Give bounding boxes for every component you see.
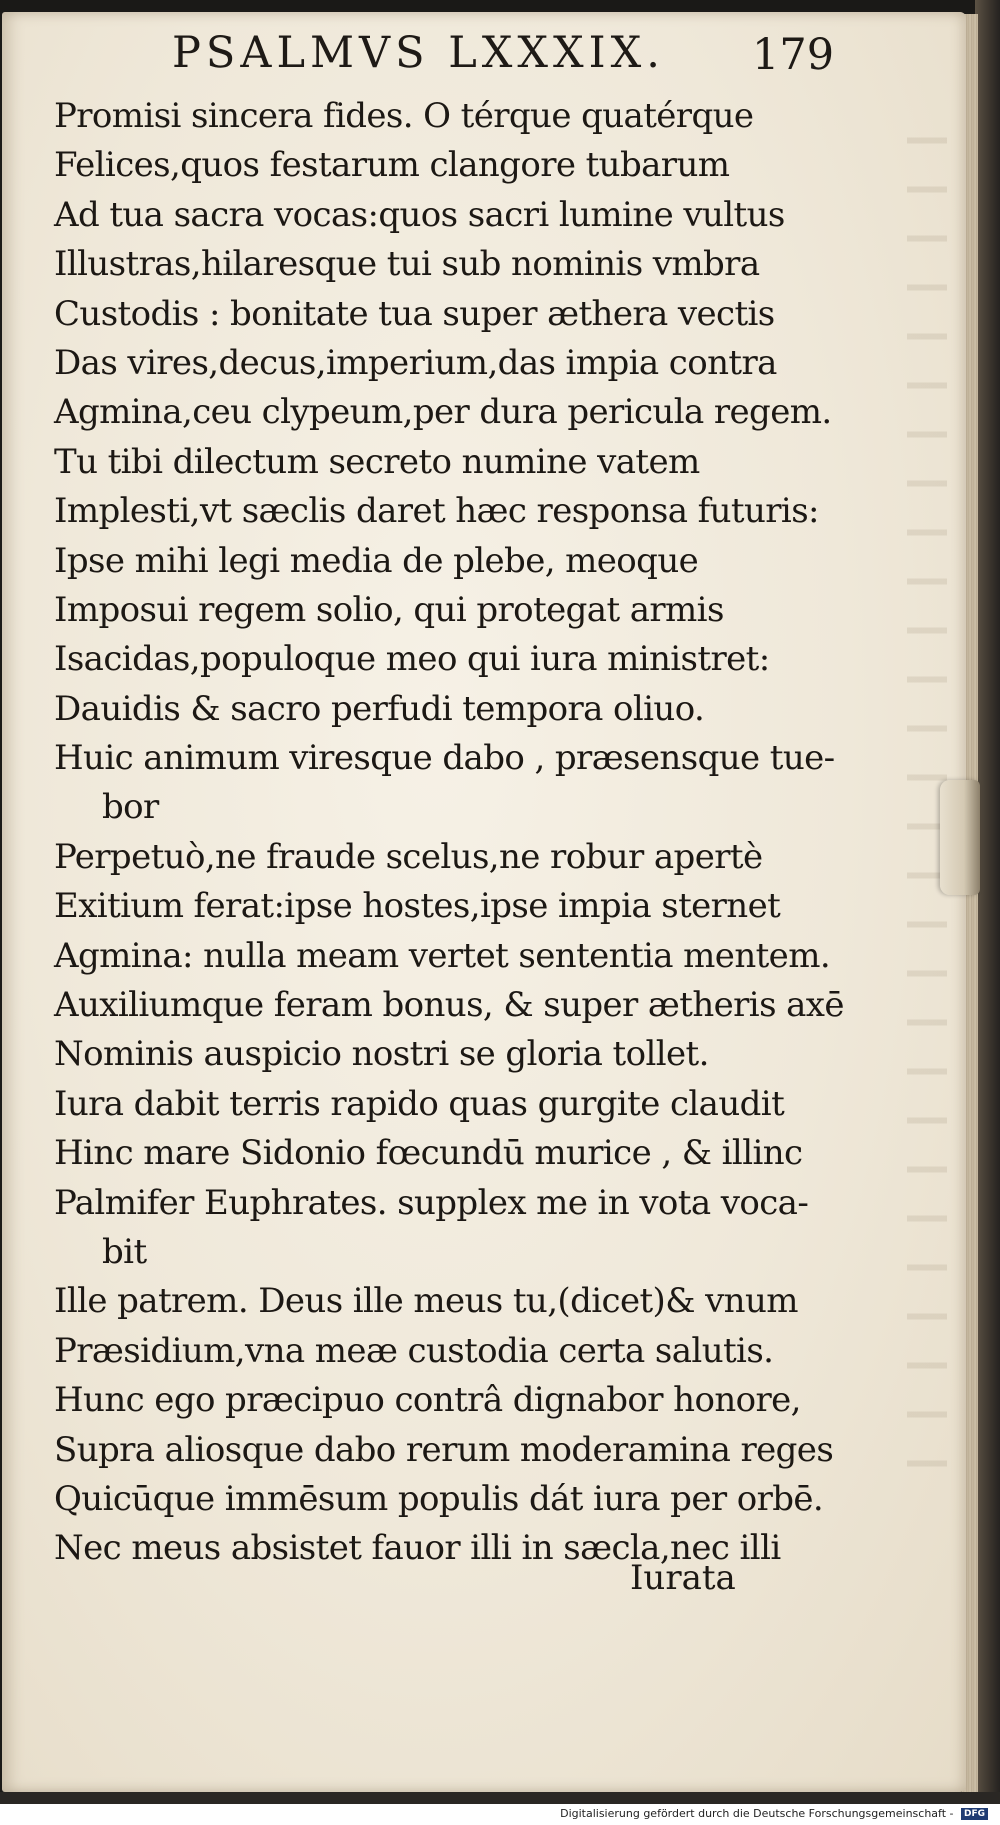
text-line: Quicūque immēsum populis dát iura per orbē. — [54, 1478, 824, 1519]
scan-frame-top — [0, 0, 1000, 10]
text-line: Dauidis & sacro perfudi tempora oliuo. — [54, 688, 705, 729]
text-line: Palmifer Euphrates. supplex me in vota voca- — [54, 1182, 809, 1223]
text-line: Exitium ferat:ipse hostes,ipse impia sternet — [54, 886, 781, 927]
dfg-logo: DFG — [961, 1808, 988, 1820]
text-line: Perpetuò,ne fraude scelus,ne robur apertè — [54, 836, 763, 877]
scan-frame-bottom — [0, 1792, 1000, 1804]
text-line: bit — [102, 1231, 147, 1272]
psalm-text — [54, 92, 934, 1574]
text-line: Illustras,hilaresque tui sub nominis vmbra — [54, 244, 760, 285]
text-line: bor — [102, 787, 159, 828]
credit-text: Digitalisierung gefördert durch die Deutsche Forschungsgemeinschaft - — [560, 1807, 954, 1820]
text-line: Hinc mare Sidonio fœcundū murice , & illinc — [54, 1133, 803, 1174]
scan-background-right — [975, 0, 1000, 1805]
running-head-title: PSALMVS LXXXIX. — [172, 28, 665, 78]
book-page — [2, 12, 966, 1792]
text-line: Imposui regem solio, qui protegat armis — [54, 589, 724, 630]
running-head — [172, 28, 962, 88]
text-line: Ad tua sacra vocas:quos sacri lumine vultus — [54, 194, 785, 235]
text-line: Agmina,ceu clypeum,per dura pericula regem. — [54, 392, 832, 433]
catchword: Iurata — [630, 1558, 736, 1598]
text-line: Implesti,vt sæclis daret hæc responsa futuris: — [54, 491, 819, 532]
text-line: Ipse mihi legi media de plebe, meoque — [54, 540, 699, 581]
text-line: Supra aliosque dabo rerum moderamina reges — [54, 1429, 834, 1470]
text-line: Agmina: nulla meam vertet sententia mentem. — [54, 935, 831, 976]
digitization-credit — [560, 1807, 988, 1820]
text-line: Præsidium,vna meæ custodia certa salutis. — [54, 1330, 774, 1371]
text-line: Iura dabit terris rapido quas gurgite claudit — [54, 1083, 785, 1124]
text-line: Das vires,decus,imperium,das impia contra — [54, 342, 777, 383]
text-line: Nominis auspicio nostri se gloria tollet. — [54, 1034, 709, 1075]
text-line: Nec meus absistet fauor illi in sæcla,nec illi — [54, 1528, 781, 1569]
text-line: Felices,quos festarum clangore tubarum — [54, 145, 730, 186]
text-line: Isacidas,populoque meo qui iura ministret: — [54, 639, 770, 680]
text-line: Tu tibi dilectum secreto numine vatem — [54, 441, 700, 482]
text-line: Huic animum viresque dabo , præsensque tue- — [54, 738, 835, 779]
text-line: Auxiliumque feram bonus, & super ætheris axē — [54, 985, 844, 1026]
text-line: Promisi sincera fides. O térque quatérque — [54, 96, 754, 136]
text-line: Hunc ego præcipuo contrâ dignabor honore, — [54, 1380, 801, 1421]
text-line: Ille patrem. Deus ille meus tu,(dicet)& vnum — [54, 1281, 798, 1322]
book-clasp — [940, 780, 980, 895]
text-line: Custodis : bonitate tua super æthera vectis — [54, 293, 775, 334]
page-number: 179 — [752, 30, 835, 80]
